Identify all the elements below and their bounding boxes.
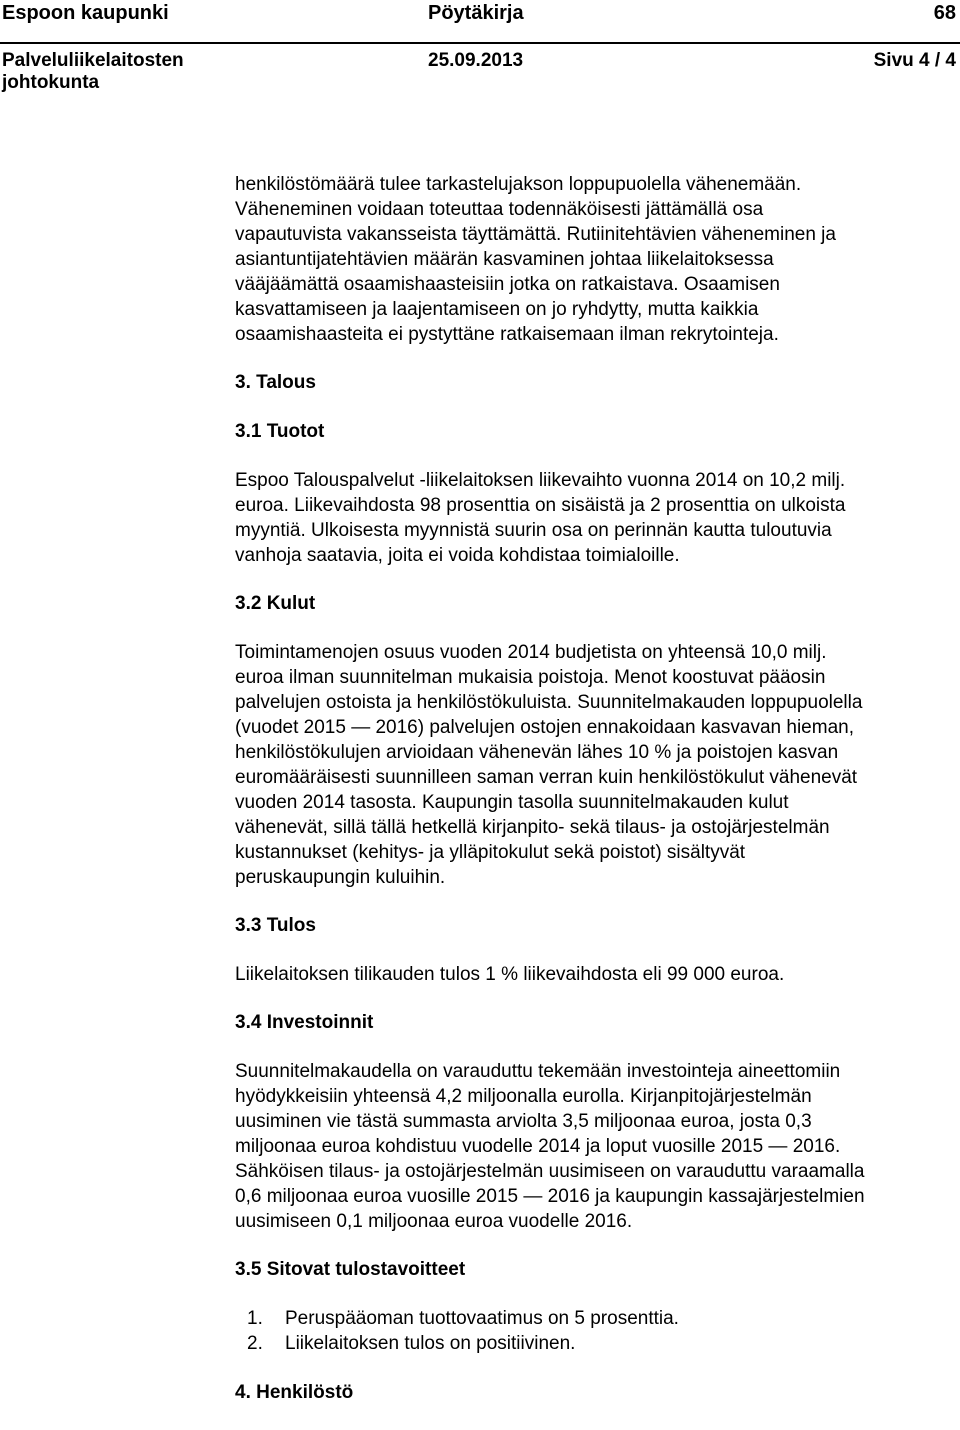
- section-heading-tulos: 3.3 Tulos: [235, 915, 316, 936]
- text-line: vähenevät, sillä tällä hetkellä kirjanpito- sekä tilaus- ja ostojärjestelmän: [235, 817, 830, 838]
- text-line: miljoonaa euroa kohdistuu vuodelle 2014 ja loput vuosille 2015 — 2016.: [235, 1136, 841, 1157]
- text-line: vapautuvista vakansseista täyttämättä. Rutiinitehtävien väheneminen ja: [235, 224, 836, 245]
- document-header: [0, 0, 960, 93]
- document-type: Pöytäkirja: [428, 2, 524, 24]
- text-line: kustannukset (kehitys- ja ylläpitokulut sekä poistot) sisältyvät: [235, 842, 746, 863]
- governing-body-line: Palveluliikelaitosten: [2, 50, 184, 71]
- text-line: vääjäämättä osaamishaasteisiin jotka on ratkaistava. Osaamisen: [235, 274, 780, 295]
- section-heading-talous: 3. Talous: [235, 372, 316, 393]
- text-line: Liikelaitoksen tilikauden tulos 1 % liikevaihdosta eli 99 000 euroa.: [235, 964, 785, 985]
- text-line: Toimintamenojen osuus vuoden 2014 budjetista on yhteensä 10,0 milj.: [235, 642, 827, 663]
- text-line: euroa. Liikevaihdosta 98 prosenttia on sisäistä ja 2 prosenttia on ulkoista: [235, 495, 846, 516]
- text-line: myyntiä. Ulkoisesta myynnistä suurin osa on perinnän kautta tuloutuvia: [235, 520, 832, 541]
- text-line: asiantuntijatehtävien määrän kasvaminen johtaa liikelaitoksessa: [235, 249, 774, 270]
- list-item: [235, 1306, 959, 1331]
- text-line: vuoden 2014 tasosta. Kaupungin tasolla suunnitelmakauden kulut: [235, 792, 789, 813]
- document-body: [235, 172, 959, 1429]
- list-item-number: 1.: [247, 1308, 263, 1329]
- section-heading-henkilosto: 4. Henkilöstö: [235, 1382, 354, 1403]
- text-line: palvelujen ostoista ja henkilöstökuluista. Suunnitelmakauden loppupuolella: [235, 692, 863, 713]
- section-heading-kulut: 3.2 Kulut: [235, 593, 316, 614]
- list-item-number: 2.: [247, 1333, 263, 1354]
- text-line: uusiminen vie tästä summasta arviolta 3,5 miljoonaa euroa, josta 0,3: [235, 1111, 812, 1132]
- governing-body-line: johtokunta: [2, 72, 100, 93]
- page-number: Sivu 4 / 4: [873, 50, 956, 71]
- header-divider: [0, 42, 960, 44]
- section-heading-sitovat-tulostavoitteet: 3.5 Sitovat tulostavoitteet: [235, 1259, 466, 1280]
- text-line: vanhoja saatavia, joita ei voida kohdistaa toimialoille.: [235, 545, 680, 566]
- kulut-paragraph: [235, 640, 959, 890]
- text-line: (vuodet 2015 — 2016) palvelujen ostojen ennakoidaan kasvavan hieman,: [235, 717, 854, 738]
- text-line: 0,6 miljoonaa euroa vuosille 2015 — 2016 ja kaupungin kassajärjestelmien: [235, 1186, 865, 1207]
- meeting-date: 25.09.2013: [428, 50, 524, 71]
- tulos-paragraph: [235, 962, 959, 987]
- investoinnit-paragraph: [235, 1059, 959, 1234]
- text-line: osaamishaasteita ei pystyttäne ratkaisemaan ilman rekrytointeja.: [235, 324, 779, 345]
- text-line: Espoo Talouspalvelut -liikelaitoksen liikevaihto vuonna 2014 on 10,2 milj.: [235, 470, 846, 491]
- text-line: Suunnitelmakaudella on varauduttu tekemään investointeja aineettomiin: [235, 1061, 841, 1082]
- text-line: henkilöstökulujen arvioidaan vähenevän lähes 10 % ja poistojen kasvan: [235, 742, 839, 763]
- text-line: Sähköisen tilaus- ja ostojärjestelmän uusimiseen on varauduttu varaamalla: [235, 1161, 865, 1182]
- section-heading-investoinnit: 3.4 Investoinnit: [235, 1012, 374, 1033]
- text-line: euromääräisesti suunnilleen saman verran kuin henkilöstökulut vähenevät: [235, 767, 858, 788]
- governing-body: [2, 50, 242, 94]
- text-line: henkilöstömäärä tulee tarkastelujakson loppupuolella vähenemään.: [235, 174, 802, 195]
- list-item-text: Liikelaitoksen tulos on positiivinen.: [285, 1333, 576, 1354]
- section-number: 68: [933, 2, 956, 24]
- text-line: peruskaupungin kuluihin.: [235, 867, 446, 888]
- text-line: uusimiseen 0,1 miljoonaa euroa vuodelle 2016.: [235, 1211, 633, 1232]
- list-item: [235, 1331, 959, 1356]
- organization-name: Espoon kaupunki: [2, 2, 169, 24]
- text-line: euroa ilman suunnitelman mukaisia poistoja. Menot koostuvat pääosin: [235, 667, 826, 688]
- text-line: Väheneminen voidaan toteuttaa todennäköisesti jättämällä osa: [235, 199, 764, 220]
- intro-paragraph: [235, 172, 959, 347]
- tuotot-paragraph: [235, 468, 959, 568]
- text-line: kasvattamiseen ja laajentamiseen on jo ryhdytty, mutta kaikkia: [235, 299, 759, 320]
- text-line: hyödykkeisiin yhteensä 4,2 miljoonalla eurolla. Kirjanpitojärjestelmän: [235, 1086, 812, 1107]
- section-heading-tuotot: 3.1 Tuotot: [235, 421, 325, 442]
- list-item-text: Peruspääoman tuottovaatimus on 5 prosenttia.: [285, 1308, 679, 1329]
- tulostavoitteet-list: [235, 1306, 959, 1356]
